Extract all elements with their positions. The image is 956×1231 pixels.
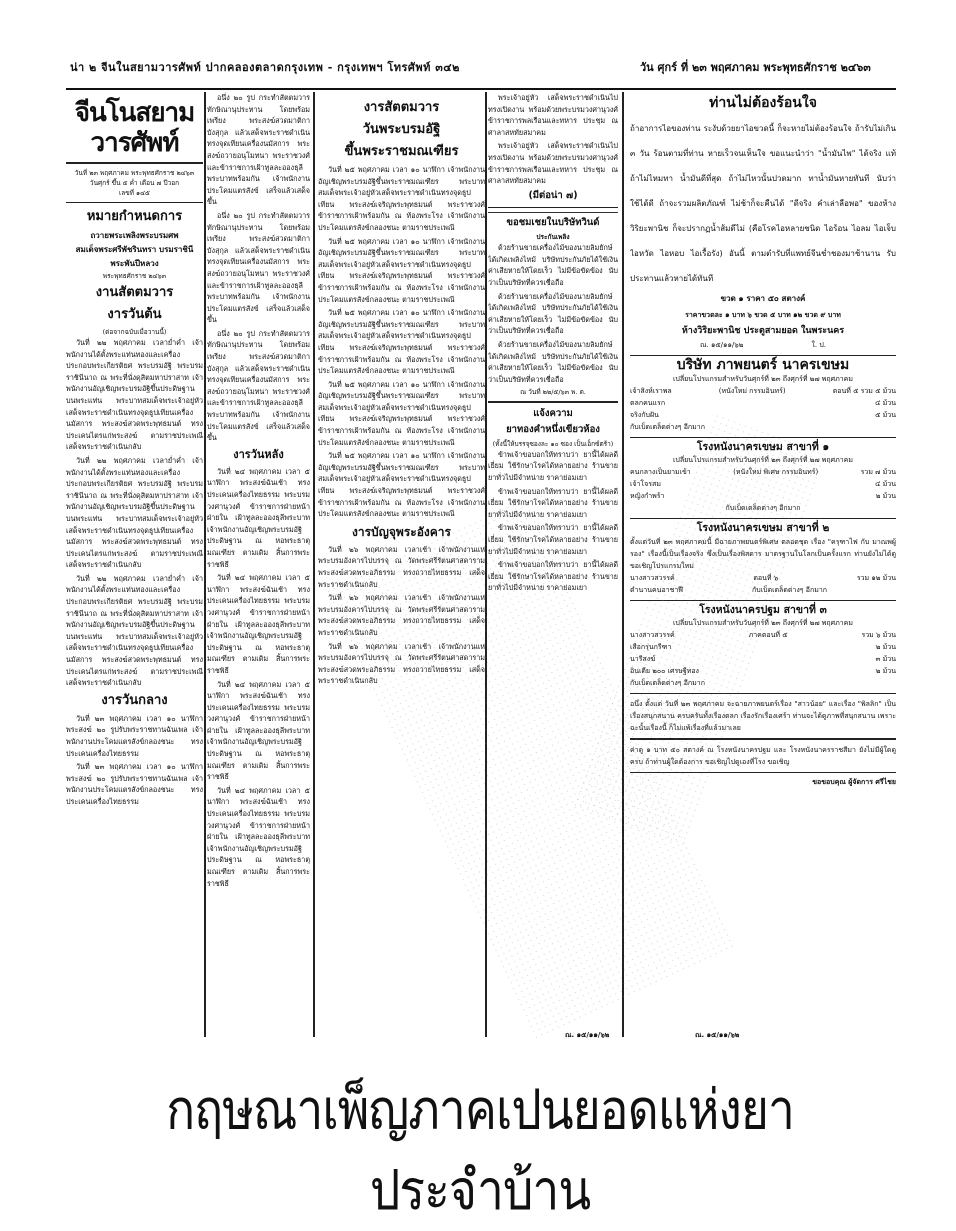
notice-subtitle: ยาทองคำหนึ่งเขียวห้อง — [506, 423, 600, 435]
article-body — [488, 449, 618, 594]
program-row: นางสาวสวรรค์ ตอนที่ ๖ รวม ๑๒ ม้วน — [630, 573, 896, 582]
notice-title: แจ้งความ — [533, 407, 573, 419]
notice-title: หมายกำหนดการ — [86, 209, 183, 224]
section-subtitle: งารวันต้น — [107, 307, 162, 322]
column-1 — [66, 92, 203, 1037]
ad-line: ขวด ๑ ราคา ๕๐ สตางค์ — [720, 293, 806, 303]
company-subtitle: เปลี่ยนโปรแกรมสำหรับวันศุกร์ที่ ๒๓ ถึงศุกร์ที่ ๒๗ พฤศภาคม — [673, 374, 853, 383]
article-paragraph: วันที่ ๒๔ พฤศภาคม เวลา ๕ นาฬิกา พระสงฆ์ฉันเช้า ทรงประเคนเครื่องไทยธรรม พระบรมวงศานุวงศ์ ข้าราชการฝ่ายหน้าฝ่ายใน เฝ้าทูลละอองธุลีพระบาท เจ้าพนักงานอัญเชิญพระบรมอัฐิประดิษฐาน ณ หอพระธาตุมณเฑียร ตามเดิม สิ้นการพระราชพิธี — [207, 785, 310, 888]
divider — [630, 437, 896, 439]
article-paragraph: วันที่ ๒๔ พฤศภาคม เวลา ๕ นาฬิกา พระสงฆ์ฉันเช้า ทรงประเคนเครื่องไทยธรรม พระบรมวงศานุวงศ์ ข้าราชการฝ่ายหน้าฝ่ายใน เฝ้าทูลละอองธุลีพระบาท เจ้าพนักงานอัญเชิญพระบรมอัฐิประดิษฐาน ณ หอพระธาตุมณเฑียร ตามเดิม สิ้นการพระราชพิธี — [207, 466, 310, 569]
notice-body: ค่าดู ๑ บาท ๕๐ สตางค์ ณ โรงหนังนาครปฐม และ โรงหนังนาครราชสีมา ยังไม่มีผู้ใดดูครบ ถ้าท่านผู้ใดต้องการ ขอเชิญไปดูเองที่โรง ขอเชิญ — [630, 745, 896, 766]
program-row: กับเบ็ดเตล็ดต่างๆ อีกมาก — [630, 422, 705, 431]
program-row: เจ้าสิงห์เราพล (หนังใหม่ กรรมอินทร์) ตอนที่ ๕ รวม ๕ ม้วน — [630, 386, 896, 395]
article-paragraph: ข้าพเจ้าขอบอกให้ทราบว่า ยานี้ได้ผลดีเยี่ยม ใช้รักษาโรคได้หลายอย่าง ร้านขายยาทั่วไปมีจำหน่าย ราคาย่อมเยา — [488, 486, 618, 519]
article-paragraph: วันที่ ๒๒ พฤศภาคม เวลาย่ำค่ำ เจ้าพนักงานได้ตั้งพระแท่นทองและเครื่องประกอบพระเกียรติยศ พระบรมอัฐิ พระบรมราชินีนาถ ณ พระที่นั่งดุสิตมหาปราสาท เจ้าพนักงานอัญเชิญพระบรมอัฐิขึ้นประดิษฐานบนพระแท่น พระบาทสมเด็จพระเจ้าอยู่หัวเสด็จพระราชดำเนินทรงจุดธูปเทียนเครื่องนมัสการ พระสงฆ์สวดพระพุทธมนต์ ทรงประเคนไตรแก่พระสงฆ์ ตามราชประเพณี เสด็จพระราชดำเนินกลับ — [66, 573, 203, 688]
article-title: งารสัตตมวาร — [363, 100, 440, 115]
column-divider — [622, 92, 624, 1037]
header-rule — [66, 88, 896, 90]
company-title: บริษัท ภาพยนตร์ นาครเขษม — [676, 357, 850, 374]
article-body — [207, 92, 310, 444]
article-paragraph: ข้าพเจ้าขอบอกให้ทราบว่า ยานี้ได้ผลดีเยี่ยม ใช้รักษาโรคได้หลายอย่าง ร้านขายยาทั่วไปมีจำหน่าย ราคาย่อมเยา — [488, 560, 618, 593]
article-paragraph: ข้าพเจ้าขอบอกให้ทราบว่า ยานี้ได้ผลดีเยี่ยม ใช้รักษาโรคได้หลายอย่าง ร้านขายยาทั่วไปมีจำหน่าย ราคาย่อมเยา — [488, 523, 618, 556]
article-title: วันพระบรมอัฐิ — [362, 122, 441, 137]
article-paragraph: วันที่ ๒๒ พฤศภาคม เวลาย่ำค่ำ เจ้าพนักงานได้ตั้งพระแท่นทองและเครื่องประกอบพระเกียรติยศ พระบรมอัฐิ พระบรมราชินีนาถ ณ พระที่นั่งดุสิตมหาปราสาท เจ้าพนักงานอัญเชิญพระบรมอัฐิขึ้นประดิษฐานบนพระแท่น พระบาทสมเด็จพระเจ้าอยู่หัวเสด็จพระราชดำเนินทรงจุดธูปเทียนเครื่องนมัสการ พระสงฆ์สวดพระพุทธมนต์ ทรงประเคนไตรแก่พระสงฆ์ ตามราชประเพณี เสด็จพระราชดำเนินกลับ — [66, 338, 203, 452]
program-row: จริงกับฝัน ๕ ม้วน — [630, 410, 896, 419]
program-row: เจ้าโจรสม ๔ ม้วน — [630, 479, 896, 488]
article-paragraph: วันที่ ๒๕ พฤศภาคม เวลา ๑๐ นาฬิกา เจ้าพนักงานอัญเชิญพระบรมอัฐิขึ้นพระราชมณเฑียร พระบาทสมเด็จพระเจ้าอยู่หัวเสด็จพระราชดำเนินทรงจุดธูปเทียน พระสงฆ์เจริญพระพุทธมนต์ พระราชวงศ์ข้าราชการเฝ้าพร้อมกัน ณ ท้องพระโรง เจ้าพนักงานประโคมแตรสังข์กลองชนะ ตามราชประเพณี — [318, 379, 485, 447]
program-row: ตำนานคนอาชาฬี กับเบ็ดเตล็ดต่างๆ อีกมาก — [630, 585, 827, 594]
divider — [488, 212, 618, 213]
article-paragraph: ด้วยร้านขายเครื่องไม้ของนายลิมยักษ์ ได้เกิดเพลิงไหม้ บริษัทประกันภัยได้ใช้เงินค่าเสียหายให้โดยเร็ว ไม่มีข้อขัดข้อง นับว่าเป็นบริษัทที่ควรเชื่อถือ — [488, 340, 618, 384]
theatre-body: ตั้งแต่วันที่ ๒๓ พฤศภาคมนี้ มีฉายภาพยนตร์พิเศษ ตลอดชุด เรื่อง "ครุฑาไฟ กับ มาณพผู้รอง" เรื่องนี้เป็นเรื่องจริง ซึ่งเป็นเรื่องพิสดาร มาตรฐานในโลกเป็นครั้งแรก ท่านยังไม่ได้ดู ขอเชิญโปรแกรมใหม่ — [630, 537, 896, 570]
column-divider — [485, 92, 487, 1037]
column-divider — [313, 92, 315, 1037]
article-paragraph: วันที่ ๒๖ พฤศภาคม เวลาเช้า เจ้าพนักงานแห่พระบรมอังคารไปบรรจุ ณ วัดพระศรีรัตนศาสดาราม พระสงฆ์สวดพระอภิธรรม ทรงถวายไทยธรรม เสด็จพระราชดำเนินกลับ — [318, 544, 485, 589]
notice-note: (ทั้งนี้ให้บรรจุซองละ ๑๐ ซอง เป็นเอ็กซ์ตร้า) — [492, 439, 614, 448]
column-4 — [488, 92, 618, 1037]
program-row: คนกลางเป็นยามเข้า (หนังใหม่ พิเศษ กรรมอินทร์) รวม ๗ ม้วน — [630, 467, 896, 476]
ad-signature — [630, 339, 896, 351]
article-paragraph: วันที่ ๒๕ พฤศภาคม เวลา ๑๐ นาฬิกา เจ้าพนักงานอัญเชิญพระบรมอัฐิขึ้นพระราชมณเฑียร พระบาทสมเด็จพระเจ้าอยู่หัวเสด็จพระราชดำเนินทรงจุดธูปเทียน พระสงฆ์เจริญพระพุทธมนต์ พระราชวงศ์ข้าราชการเฝ้าพร้อมกัน ณ ท้องพระโรง เจ้าพนักงานประโคมแตรสังข์กลองชนะ ตามราชประเพณี — [318, 165, 485, 232]
masthead-line: วันที่ ๒๓ พฤศภาคม พระพุทธศักราช ๒๔๖๓ — [74, 168, 195, 177]
divider — [630, 738, 896, 740]
footer-banner: กฤษณาเพ็ญภาคเปนยอดแห่งยาประจำบ้าน — [166, 1077, 794, 1223]
ad-sig-right: ใ. ป. — [811, 340, 826, 349]
divider — [630, 693, 896, 695]
ad-body: ถ้าอาการไอของท่าน ระงับด้วยยาไอขวดนี้ ก็จะหายไม่ต้องร้อนใจ ถ้ารับไม่เกิน ๓ วัน ร้อนตามที่ท่าน หายเร็วจนเห็นใจ ขอแนะนำว่า "น้ำมันไพ" ได้จริง แท้ ถ้าไม่ไหมทา น้ำมันดีที่สุด ถ้าไม่ไหวนั้นปวดมาก ทาน้ำมันหายทันที นับว่าใช้ได้ดี ถ้าจะรวมผลิตภัณฑ์ ไม่ช้าก็จะคืนได้ "ดีจริง คำเล่าลือพอ" ของห้างวิริยะพานิช ก็จะปรากฏน้ำส้มดีไม่ (คือโรคไอหลายชนิด ไอร้อน ไอลม ไอเจ็บ ไอหวัด ไอหอบ ไอเรื้อรัง) อันนี้ ตามตำรับที่แพทย์จีนช่ำชองมาช้านาน รับประทานแล้วหายได้ทันที — [630, 123, 896, 283]
header-right: วัน ศุกร์ ที่ ๒๓ พฤศภาคม พระพุทธศักราช ๒๔๖๓ — [640, 61, 871, 74]
program-row: ตลกคนแรก ๔ ม้วน — [630, 398, 896, 407]
theatre-title: โรงหนังนาครเขษม สาขาที่ ๒ — [696, 522, 830, 535]
continued-note: (มีต่อน่า ๗) — [528, 189, 578, 201]
article-paragraph: วันที่ ๒๓ พฤศภาคม เวลา ๑๐ นาฬิกา พระสงฆ์ ๒๐ รูปรับพระราชทานฉันเพล เจ้าพนักงานประโคมแตรสังข์กลองชนะ ทรงประเคนเครื่องไทยธรรม — [66, 762, 203, 806]
article-body — [318, 544, 485, 687]
article-paragraph: วันที่ ๒๔ พฤศภาคม เวลา ๕ นาฬิกา พระสงฆ์ฉันเช้า ทรงประเคนเครื่องไทยธรรม พระบรมวงศานุวงศ์ ข้าราชการฝ่ายหน้าฝ่ายใน เฝ้าทูลละอองธุลีพระบาท เจ้าพนักงานอัญเชิญพระบรมอัฐิประดิษฐาน ณ หอพระธาตุมณเฑียร ตามเดิม สิ้นการพระราชพิธี — [207, 679, 310, 782]
theatre-title: โรงหนังนาครปฐม สาขาที่ ๓ — [699, 604, 827, 617]
divider — [630, 600, 896, 602]
masthead-line: เลขที่ ๑๔๕ — [119, 188, 150, 197]
article-paragraph: วันที่ ๒๓ พฤศภาคม เวลา ๑๐ นาฬิกา พระสงฆ์ ๒๐ รูปรับพระราชทานฉันเพล เจ้าพนักงานประโคมแตรสังข์กลองชนะ ทรงประเคนเครื่องไทยธรรม — [66, 713, 203, 758]
article-paragraph: วันที่ ๒๕ พฤศภาคม เวลา ๑๐ นาฬิกา เจ้าพนักงานอัญเชิญพระบรมอัฐิขึ้นพระราชมณเฑียร พระบาทสมเด็จพระเจ้าอยู่หัวเสด็จพระราชดำเนินทรงจุดธูปเทียน พระสงฆ์เจริญพระพุทธมนต์ พระราชวงศ์ข้าราชการเฝ้าพร้อมกัน ณ ท้องพระโรง เจ้าพนักงานประโคมแตรสังข์กลองชนะ ตามราชประเพณี — [318, 236, 485, 304]
ad-sig-left: ณ. ๑๕/๑๑/๖๒ — [700, 340, 744, 349]
notice-body: อนึ่ง ตั้งแต่ วันที่ ๒๓ พฤศภาคม จะฉายภาพยนตร์เรื่อง "สาวน้อย" และเรื่อง "พิลลิก" เป็นเรื่องสนุกสนาน ครบครันทั้งเรื่องตลก เรื่องรักเรื่องเศร้า ท่านจะได้ดูภาพที่สนุกสนาน เพราะฉะนั้นเรื่องนี้ ก็ไม่แพ้เรื่องที่แล้วมาเลย — [630, 700, 896, 733]
article-paragraph: อนึ่ง ๒๐ รูป กระทำสัตตมวารทักษิณานุประทาน โดยพร้อมเพรียง พระสงฆ์สวดมาติกา บังสุกุล แล้วเสด็จพระราชดำเนิน ทรงจุดเทียนเครื่องนมัสการ พระสงฆ์ถวายอนุโมทนา พระราชวงศ์และข้าราชการเฝ้าทูลละอองธุลีพระบาทพร้อมกัน เจ้าพนักงานประโคมแตรสังข์ เสร็จแล้วเสด็จขึ้น — [207, 93, 310, 207]
divider — [66, 202, 203, 204]
section-title: งานสัตตมวาร — [95, 285, 174, 300]
divider — [630, 518, 896, 520]
running-header — [70, 58, 890, 76]
divider — [488, 207, 618, 209]
section-title: งารวันกลาง — [101, 692, 168, 708]
notice-line: พระพุทธศักราช ๒๔๖๓ — [102, 272, 167, 280]
column-2 — [207, 92, 310, 1037]
date-line: ณ วันที่ ๒๒/๕/๖๓ พ. ต. — [520, 388, 586, 397]
section-title: งารวันหลัง — [233, 447, 284, 461]
article-paragraph: วันที่ ๒๕ พฤศภาคม เวลา ๑๐ นาฬิกา เจ้าพนักงานอัญเชิญพระบรมอัฐิขึ้นพระราชมณเฑียร พระบาทสมเด็จพระเจ้าอยู่หัวเสด็จพระราชดำเนินทรงจุดธูปเทียน พระสงฆ์เจริญพระพุทธมนต์ พระราชวงศ์ข้าราชการเฝ้าพร้อมกัน ณ ท้องพระโรง เจ้าพนักงานประโคมแตรสังข์กลองชนะ ตามราชประเพณี — [318, 451, 485, 519]
article-body — [207, 466, 310, 889]
article-body — [66, 337, 203, 689]
program-row: นางสาวสวรรค์ ภาคตอนที่ ๕ รวม ๖ ม้วน — [630, 630, 896, 639]
program-row: อินเดีย ๒๐๐ เศรษฐีทอง ๒ ม้วน — [630, 666, 896, 675]
article-paragraph: วันที่ ๒๕ พฤศภาคม เวลา ๑๐ นาฬิกา เจ้าพนักงานอัญเชิญพระบรมอัฐิขึ้นพระราชมณเฑียร พระบาทสมเด็จพระเจ้าอยู่หัวเสด็จพระราชดำเนินทรงจุดธูปเทียน พระสงฆ์เจริญพระพุทธมนต์ พระราชวงศ์ข้าราชการเฝ้าพร้อมกัน ณ ท้องพระโรง เจ้าพนักงานประโคมแตรสังข์กลองชนะ ตามราชประเพณี — [318, 308, 485, 376]
column-5 — [630, 92, 896, 1037]
article-body — [66, 713, 203, 808]
section-note: (ต่อจากฉบับเมื่อวานนี้) — [102, 328, 167, 336]
program-row: หญิงกำพร้า ๒ ม้วน — [630, 491, 896, 500]
notice-line: พระพันปีหลวง — [110, 259, 159, 268]
column-3 — [318, 92, 485, 1037]
ad-line: ราคาขวดละ ๑ บาท ๖ ขวด ๕ บาท ๑๒ ขวด ๙ บาท — [685, 310, 841, 319]
divider — [630, 772, 896, 774]
article-paragraph: พระเจ้าอยู่หัว เสด็จพระราชดำเนินไปทรงเปิดงาน พร้อมด้วยพระบรมวงศานุวงศ์ ข้าราชการพลเรือนและทหาร ประชุม ณ ศาลาสหทัยสมาคม — [488, 93, 618, 137]
article-paragraph: วันที่ ๒๒ พฤศภาคม เวลาย่ำค่ำ เจ้าพนักงานได้ตั้งพระแท่นทองและเครื่องประกอบพระเกียรติยศ พระบรมอัฐิ พระบรมราชินีนาถ ณ พระที่นั่งดุสิตมหาปราสาท เจ้าพนักงานอัญเชิญพระบรมอัฐิขึ้นประดิษฐานบนพระแท่น พระบาทสมเด็จพระเจ้าอยู่หัวเสด็จพระราชดำเนินทรงจุดธูปเทียนเครื่องนมัสการ พระสงฆ์สวดพระพุทธมนต์ ทรงประเคนไตรแก่พระสงฆ์ ตามราชประเพณี เสด็จพระราชดำเนินกลับ — [66, 455, 203, 570]
article-paragraph: วันที่ ๒๔ พฤศภาคม เวลา ๕ นาฬิกา พระสงฆ์ฉันเช้า ทรงประเคนเครื่องไทยธรรม พระบรมวงศานุวงศ์ ข้าราชการฝ่ายหน้าฝ่ายใน เฝ้าทูลละอองธุลีพระบาท เจ้าพนักงานอัญเชิญพระบรมอัฐิประดิษฐาน ณ หอพระธาตุมณเฑียร ตามเดิม สิ้นการพระราชพิธี — [207, 573, 310, 675]
section-title: ขอชมเชยในบริษัทวินด์ — [506, 217, 600, 229]
signature: ขอขอบคุณ ผู้จัดการ ศรีไชย — [812, 778, 896, 787]
article-title: ขึ้นพระราชมณเฑียร — [344, 144, 459, 159]
theatre-subtitle: เปลี่ยนโปรแกรมสำหรับวันศุกร์ที่ ๒๓ ถึงศุกร์ที่ ๒๗ พฤศภาคม — [673, 618, 853, 627]
article-paragraph: วันที่ ๒๖ พฤศภาคม เวลาเช้า เจ้าพนักงานแห่พระบรมอังคารไปบรรจุ ณ วัดพระศรีรัตนศาสดาราม พระสงฆ์สวดพระอภิธรรม ทรงถวายไทยธรรม เสด็จพระราชดำเนินกลับ — [318, 641, 485, 686]
header-left: น่า ๒ จีนในสยามวารศัพท์ ปากคลองตลาดกรุงเทพ - กรุงเทพฯ โทรศัพท์ ๓๔๒ — [70, 61, 460, 74]
article-paragraph: อนึ่ง ๒๐ รูป กระทำสัตตมวารทักษิณานุประทาน โดยพร้อมเพรียง พระสงฆ์สวดมาติกา บังสุกุล แล้วเสด็จพระราชดำเนิน ทรงจุดเทียนเครื่องนมัสการ พระสงฆ์ถวายอนุโมทนา พระราชวงศ์และข้าราชการเฝ้าทูลละอองธุลีพระบาทพร้อมกัน เจ้าพนักงานประโคมแตรสังข์ เสร็จแล้วเสด็จขึ้น — [207, 210, 310, 325]
notice-line: ถวายพระเพลิงพระบรมศพ — [90, 231, 179, 240]
theatre-subtitle: เปลี่ยนโปรแกรมสำหรับวันศุกร์ที่ ๒๓ ถึงศุกร์ที่ ๒๗ พฤศภาคม — [673, 455, 853, 464]
article-body — [488, 242, 618, 385]
article-paragraph: ด้วยร้านขายเครื่องไม้ของนายลิมยักษ์ ได้เกิดเพลิงไหม้ บริษัทประกันภัยได้ใช้เงินค่าเสียหายให้โดยเร็ว ไม่มีข้อขัดข้อง นับว่าเป็นบริษัทที่ควรเชื่อถือ — [488, 243, 618, 288]
article-paragraph: วันที่ ๒๖ พฤศภาคม เวลาเช้า เจ้าพนักงานแห่พระบรมอังคารไปบรรจุ ณ วัดพระศรีรัตนศาสดาราม พระสงฆ์สวดพระอภิธรรม ทรงถวายไทยธรรม เสด็จพระราชดำเนินกลับ — [318, 593, 485, 637]
article-body — [318, 164, 485, 520]
notice-line: สมเด็จพระศรีพัชรินทรา บรมราชินี — [75, 245, 194, 254]
program-row: นารีสงฆ์ ๓ ม้วน — [630, 654, 896, 663]
masthead-line: วันศุกร์ ขึ้น ๕ ค่ำ เดือน ๗ ปีวอก — [89, 178, 180, 187]
article-body — [488, 92, 618, 187]
date-mark: ณ. ๑๕/๑๑/๖๒ — [565, 1031, 610, 1039]
theatre-title: โรงหนังนาครเขษม สาขาที่ ๑ — [696, 441, 830, 454]
article-paragraph: ด้วยร้านขายเครื่องไม้ของนายลิมยักษ์ ได้เกิดเพลิงไหม้ บริษัทประกันภัยได้ใช้เงินค่าเสียหายให้โดยเร็ว ไม่มีข้อขัดข้อง นับว่าเป็นบริษัทที่ควรเชื่อถือ — [488, 291, 618, 336]
article-paragraph: พระเจ้าอยู่หัว เสด็จพระราชดำเนินไปทรงเปิดงาน พร้อมด้วยพระบรมวงศานุวงศ์ ข้าราชการพลเรือนและทหาร ประชุม ณ ศาลาสหทัยสมาคม — [488, 141, 618, 186]
column-divider — [204, 92, 206, 1037]
article-paragraph: ข้าพเจ้าขอบอกให้ทราบว่า ยานี้ได้ผลดีเยี่ยม ใช้รักษาโรคได้หลายอย่าง ร้านขายยาทั่วไปมีจำหน่าย ราคาย่อมเยา — [488, 449, 618, 483]
divider — [630, 355, 896, 357]
ad-line: ห้างวิริยะพานิช ประตูสามยอด ในพระนคร — [681, 325, 845, 336]
program-row: เสือกรุ่นกรีฑา ๒ ม้วน — [630, 642, 896, 651]
ad-title: ท่านไม่ต้องร้อนใจ — [709, 95, 817, 111]
section-title: งารบัญจุพระอังคาร — [352, 524, 451, 539]
program-row: กับเบ็ดเตล็ดต่างๆ อีกมาก — [725, 503, 801, 512]
divider — [66, 162, 203, 164]
date-mark: ณ. ๑๕/๑๑/๖๒ — [695, 1031, 740, 1039]
divider — [488, 401, 618, 403]
program-row: กับเบ็ดเตล็ดต่างๆ อีกมาก — [630, 678, 705, 687]
masthead: จีนโนสยามวารศัพท์ — [74, 98, 195, 158]
article-paragraph: อนึ่ง ๒๐ รูป กระทำสัตตมวารทักษิณานุประทาน โดยพร้อมเพรียง พระสงฆ์สวดมาติกา บังสุกุล แล้วเสด็จพระราชดำเนิน ทรงจุดเทียนเครื่องนมัสการ พระสงฆ์ถวายอนุโมทนา พระราชวงศ์และข้าราชการเฝ้าทูลละอองธุลีพระบาทพร้อมกัน เจ้าพนักงานประโคมแตรสังข์ เสร็จแล้วเสด็จขึ้น — [207, 328, 310, 443]
section-subtitle: ประกันเพลิง — [536, 233, 570, 242]
